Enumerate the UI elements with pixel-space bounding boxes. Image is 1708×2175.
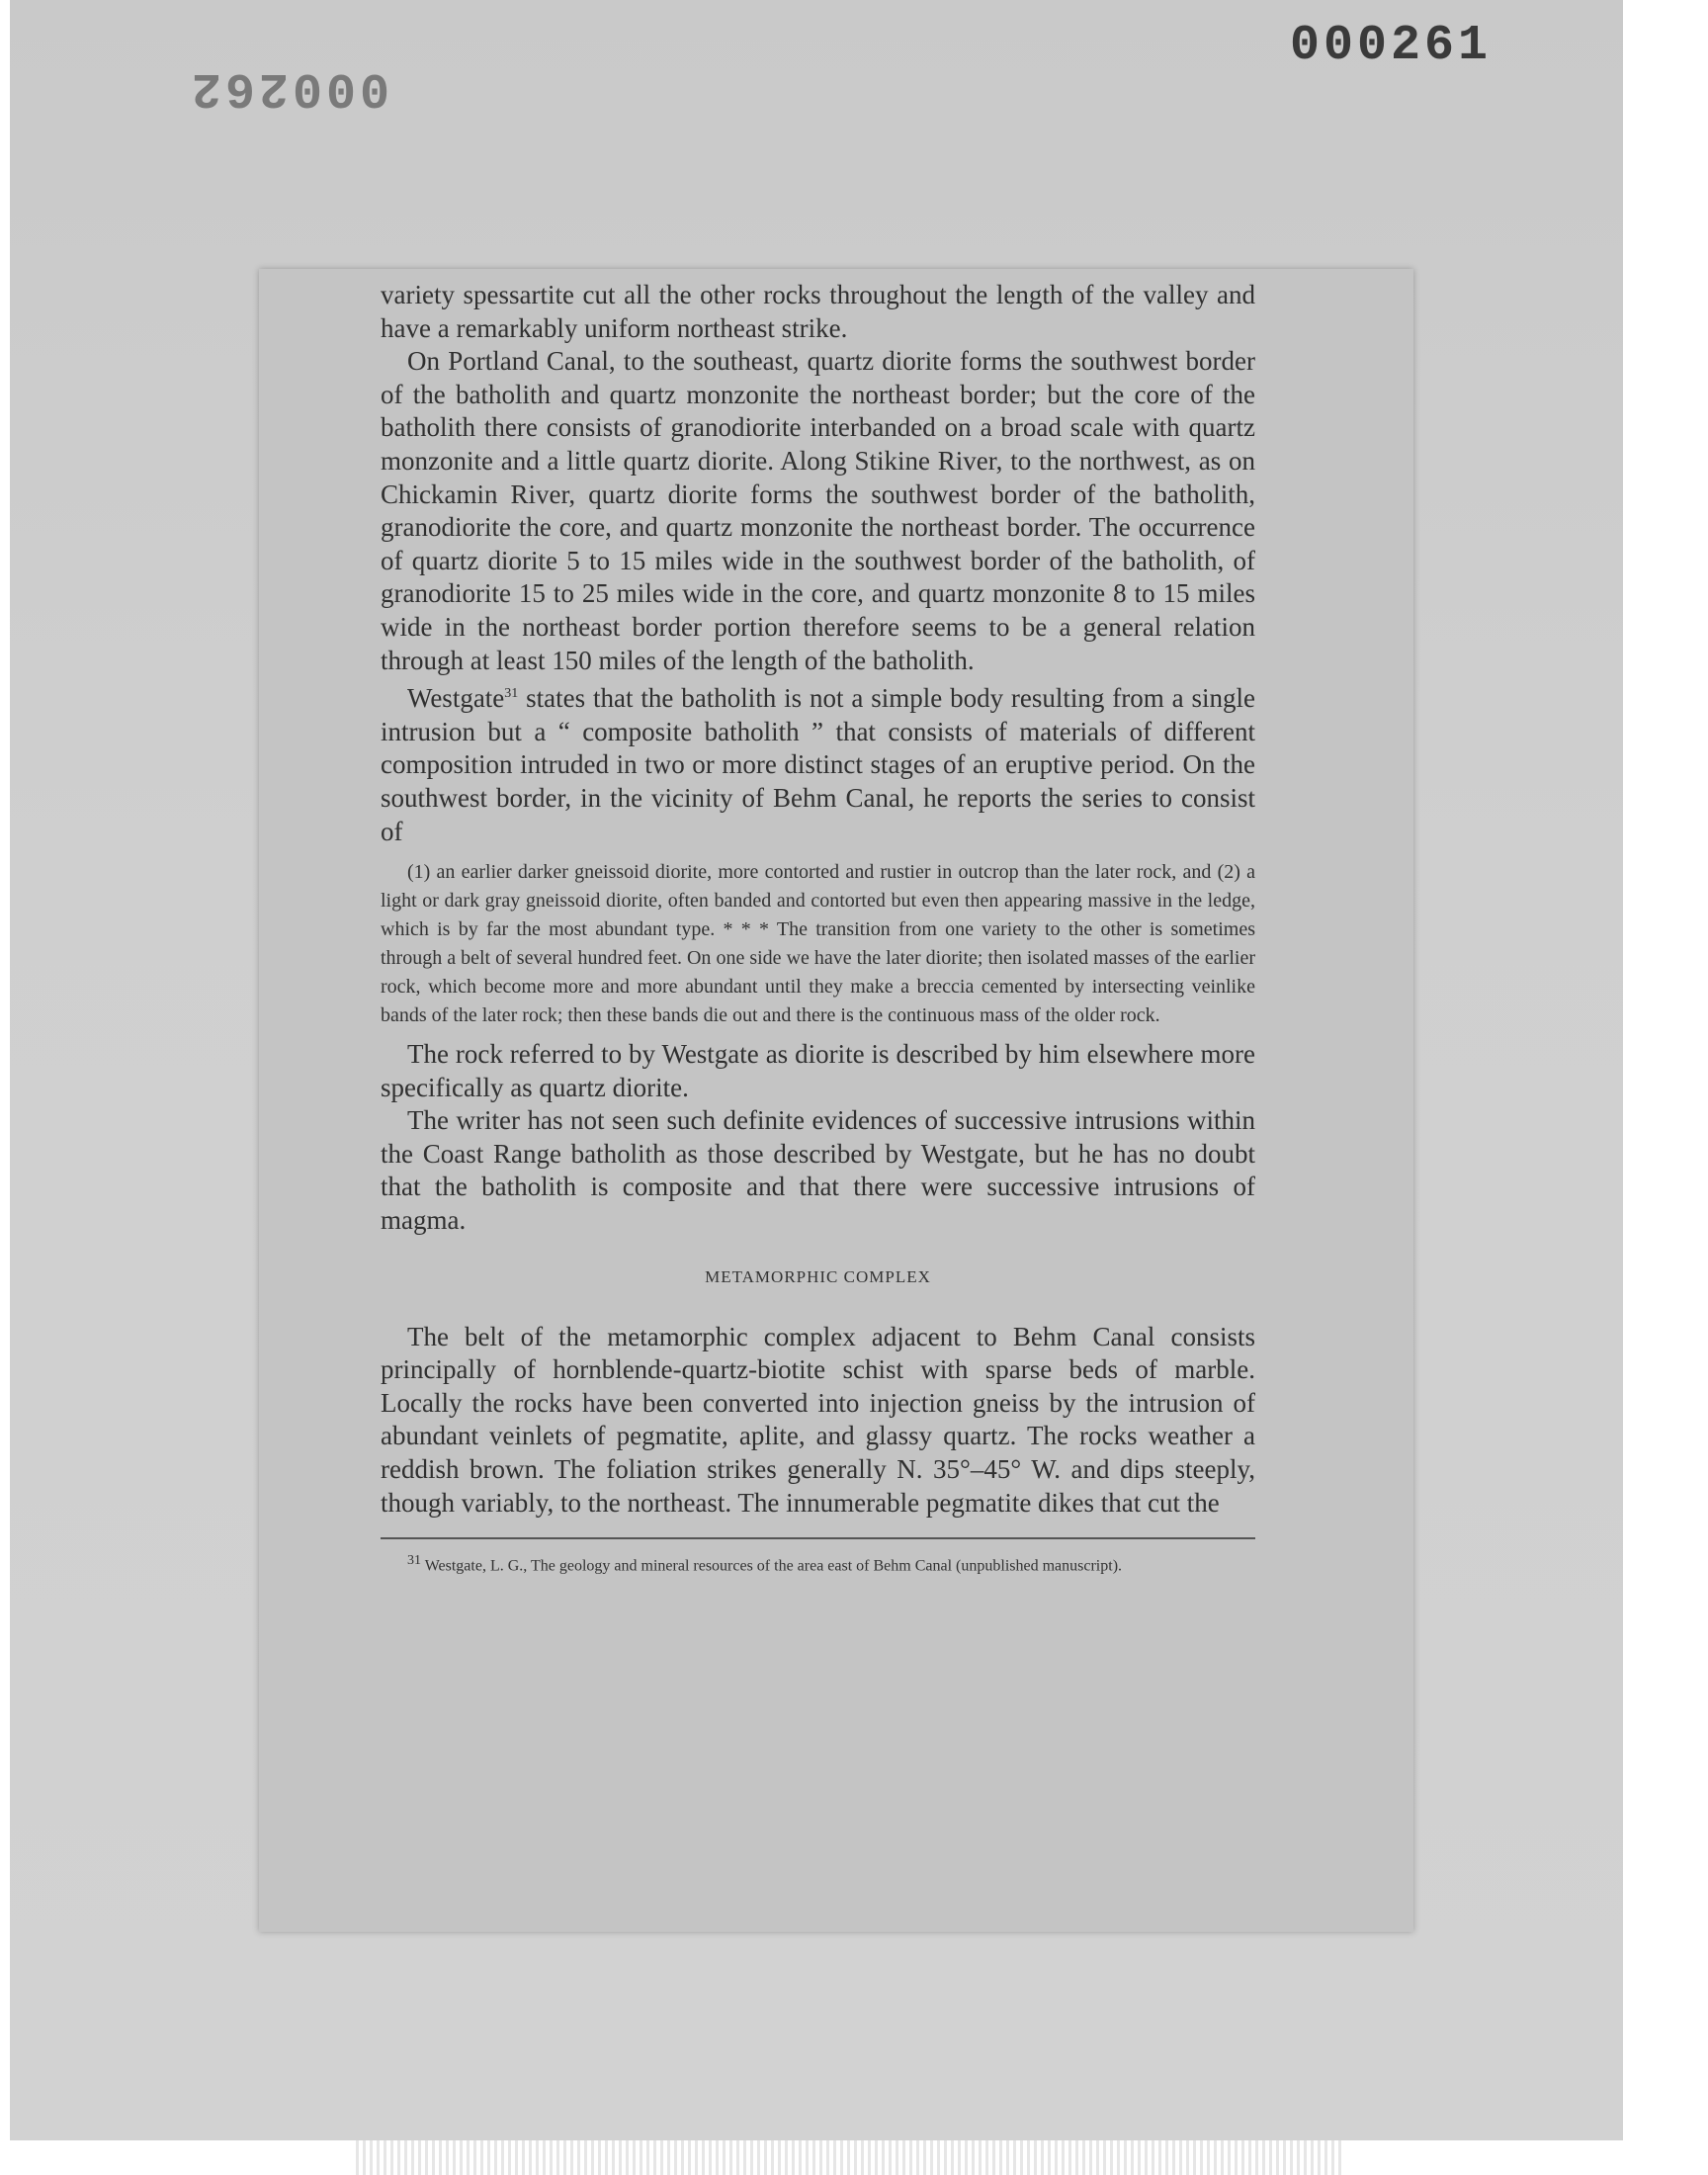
footnote xyxy=(381,1549,1255,1578)
bleed-through-stamp: 000262 xyxy=(188,59,390,116)
paragraph-3 xyxy=(381,677,1255,848)
paragraph-4: The rock referred to by Westgate as diorite is described by him elsewhere more specifically as quartz diorite. xyxy=(381,1039,1255,1102)
scan-edge xyxy=(356,2140,1344,2175)
footnote-reference: 31 xyxy=(504,686,519,702)
paragraph-3-start: Westgate xyxy=(407,683,505,714)
paragraph-3-rest: states that the batholith is not a simple body resulting from a single intrusion but a “ composite batholith ” that consists of materials of different composition intruded in two or more distinct stages of an eruptive period. On the southwest border, in the vicinity of Behm Canal, he reports the series to consist of xyxy=(381,683,1255,846)
footnote-text: Westgate, L. G., The geology and mineral resources of the area east of Behm Canal (unpublished manuscript). xyxy=(421,1557,1123,1575)
footnote-marker: 31 xyxy=(407,1553,421,1569)
paragraph-2: On Portland Canal, to the southeast, quartz diorite forms the southwest border of the batholith and quartz monzonite the northeast border; but the core of the batholith there consists of granodiorite interbanded on a broad scale with quartz monzonite and a little quartz diorite. Along Stikine River, to the northwest, as on Chickamin River, quartz diorite forms the southwest border of the batholith, granodiorite the core, and quartz monzonite the northeast border. The occurrence of quartz diorite 5 to 15 miles wide in the southwest border of the batholith, of granodiorite 15 to 25 miles wide in the core, and quartz monzonite 8 to 15 miles wide in the northeast border portion therefore seems to be a general relation through at least 150 miles of the length of the batholith. xyxy=(381,346,1255,675)
section-heading: METAMORPHIC COMPLEX xyxy=(705,1266,931,1286)
block-quote: (1) an earlier darker gneissoid diorite, more contorted and rustier in outcrop than the later rock, and (2) a light or dark gray gneissoid diorite, often banded and contorted but even then appearing massive in the ledge, which is by far the most abundant type. * * * The transition from one variety to the other is sometimes through a belt of several hundred feet. On one side we have the later diorite; then isolated masses of the earlier rock, which become more and more abundant until they make a breccia cemented by intersecting veinlike bands of the later rock; then these bands die out and there is the continuous mass of the older rock. xyxy=(381,861,1255,1027)
paragraph-6: The belt of the metamorphic complex adjacent to Behm Canal consists principally of hornblende-quartz-biotite schist with sparse beds of marble. Locally the rocks have been converted into injection gneiss by the intrusion of abundant veinlets of pegmatite, aplite, and glassy quartz. The rocks weather a reddish brown. The foliation strikes generally N. 35°–45° W. and dips steeply, though variably, to the northeast. The innumerable pegmatite dikes that cut the xyxy=(381,1321,1255,1518)
paragraph-5: The writer has not seen such definite evidences of successive intrusions within the Coast Range batholith as those described by Westgate, but he has no doubt that the batholith is composite and that there were successive intrusions of magma. xyxy=(381,1105,1255,1236)
paragraph-1: variety spessartite cut all the other rocks throughout the length of the valley and have a remarkably uniform northeast strike. xyxy=(381,280,1255,343)
page-body xyxy=(381,279,1255,1579)
page-stamp-number: 000261 xyxy=(1290,18,1493,74)
footnote-rule xyxy=(381,1537,1255,1539)
